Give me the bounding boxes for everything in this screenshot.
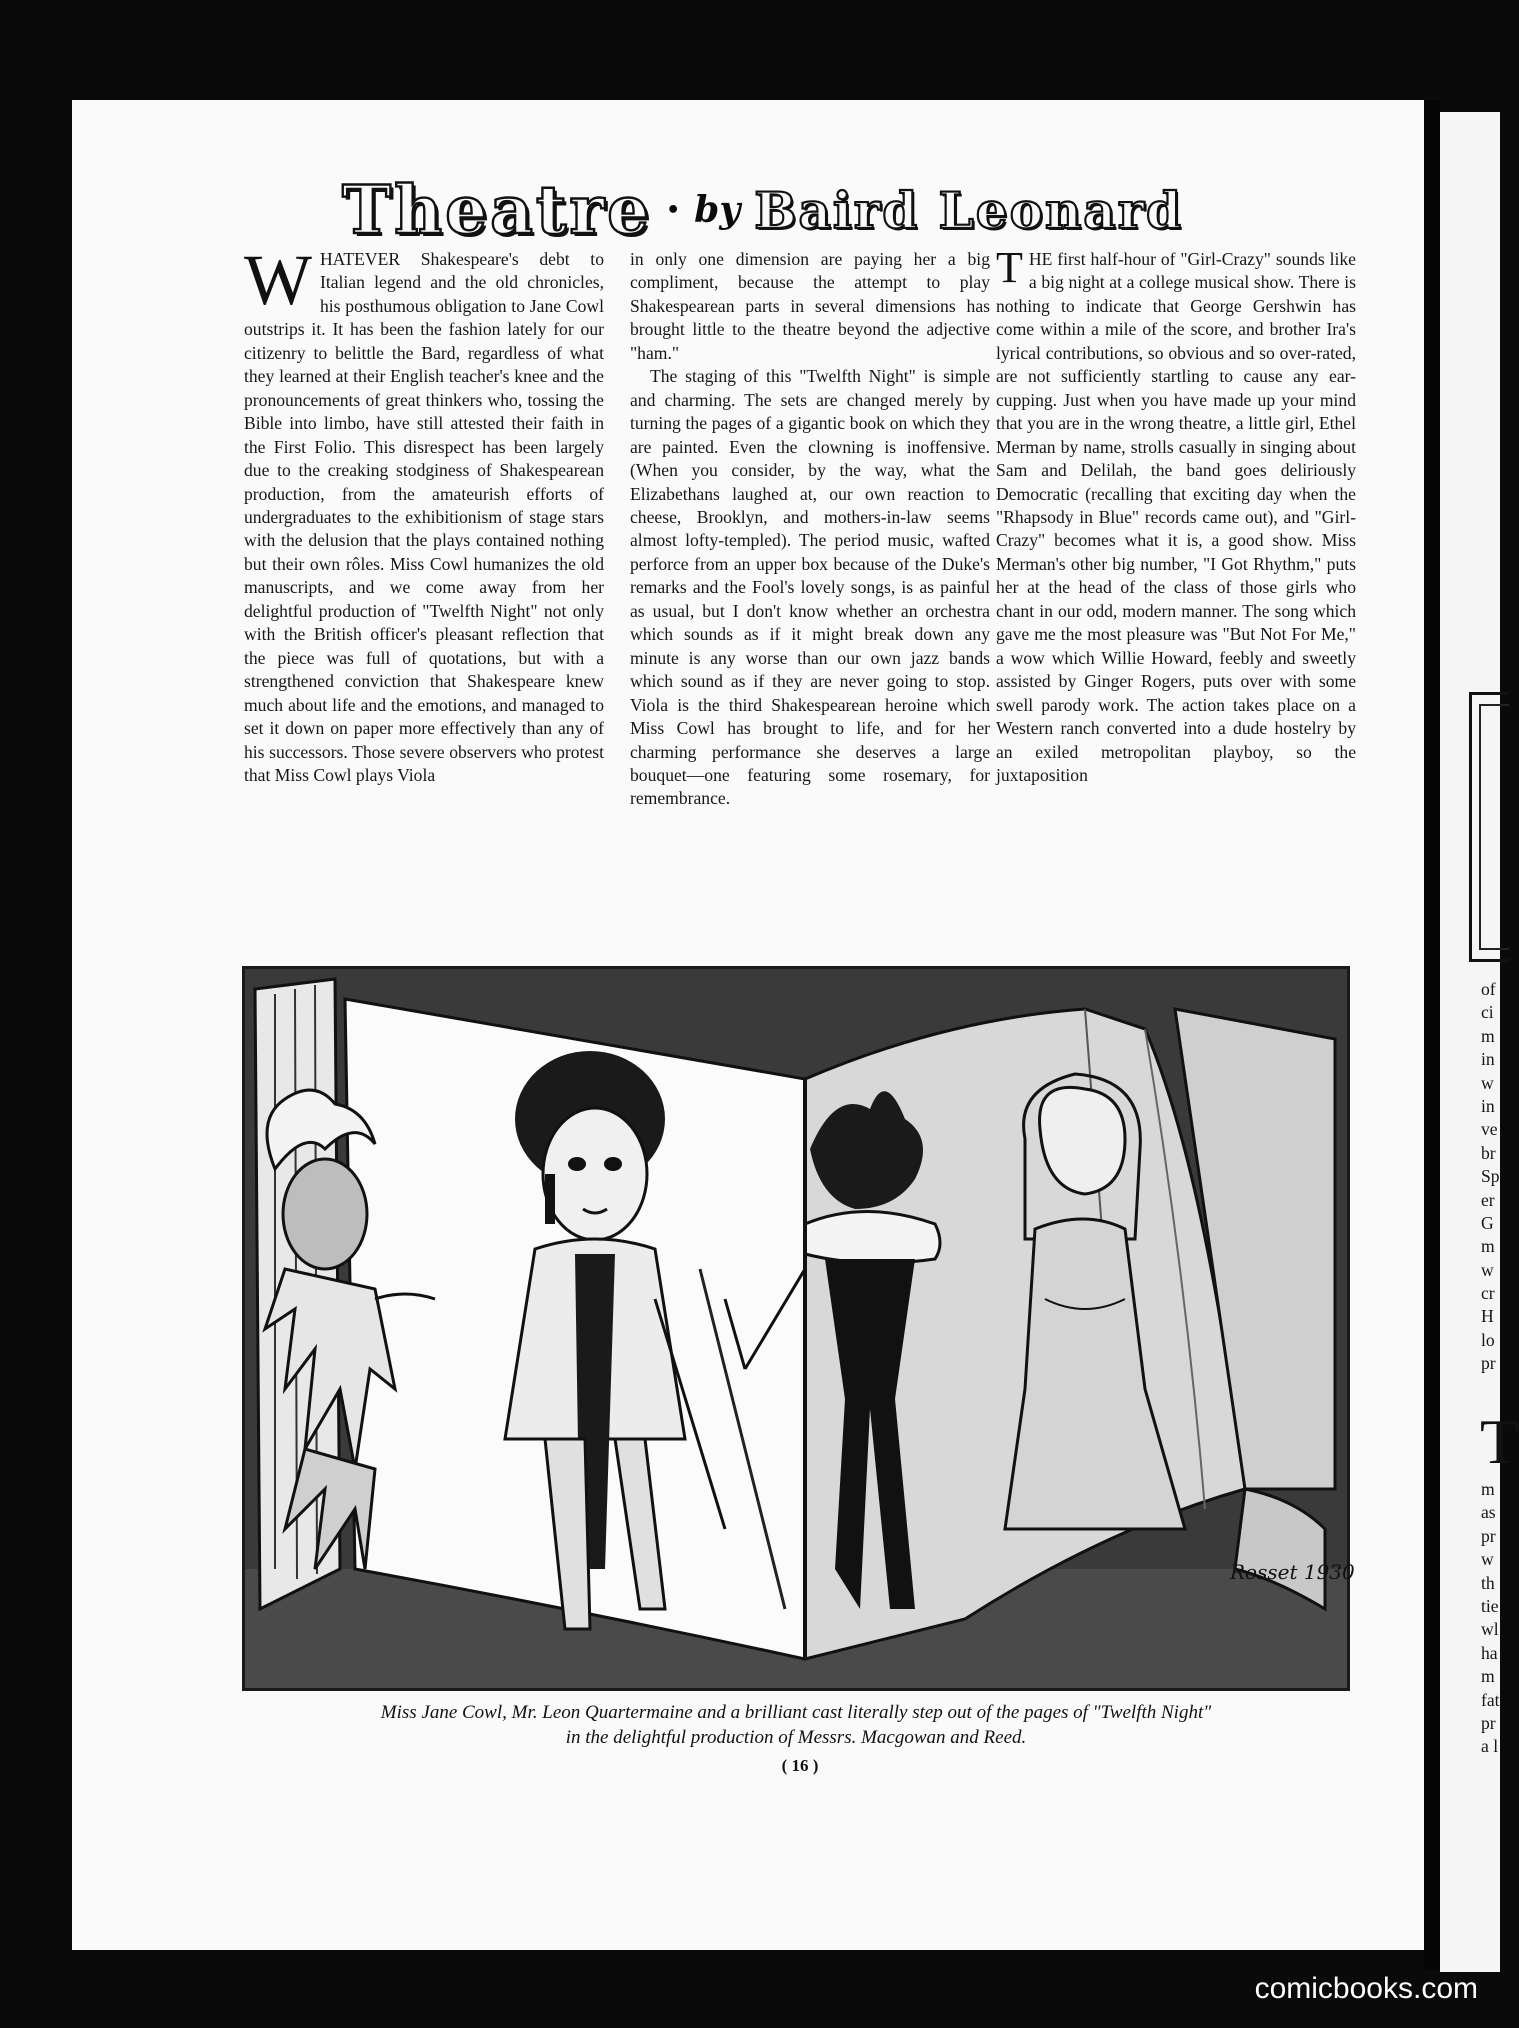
facing-page-text-top bbox=[1481, 978, 1511, 1376]
caption-line-1: Miss Jane Cowl, Mr. Leon Quartermaine and a brilliant cast literally step out of the pages of "Twelfth Night" bbox=[380, 1702, 1212, 1723]
facing-line: ha bbox=[1481, 1642, 1498, 1663]
facing-line: lo bbox=[1481, 1329, 1495, 1350]
facing-line: in bbox=[1481, 1095, 1495, 1116]
facing-line: fat bbox=[1481, 1689, 1500, 1710]
facing-line: as bbox=[1481, 1502, 1496, 1523]
facing-line: of bbox=[1481, 979, 1496, 999]
facing-line: m bbox=[1481, 1025, 1495, 1046]
facing-line: ve bbox=[1481, 1119, 1498, 1140]
text-column-1 bbox=[244, 240, 604, 952]
drop-cap-w: W bbox=[244, 240, 312, 320]
facing-line: tie bbox=[1481, 1595, 1499, 1616]
facing-line: cr bbox=[1481, 1283, 1495, 1304]
column-2-paragraph-2: The staging of this "Twelfth Night" is simple and charming. The sets are changed merely by turning the pages of a gigantic book on which they are painted. Even the clowning is inoffensive. (When you consider, by the way, what the Elizabethans laughed at, our own reaction to cheese, Brooklyn, and mothers-in-law seems almost lofty-templed). The period music, wafted perforce from an upper box because of the Duke's remarks and the Fool's lovely songs, is as painful as usual, but I don't know whether an orchestra which sounds as if it might break down any minute is any worse than our own jazz bands which sound as if they are never going to stop. Viola is the third Shakespearean heroine which Miss Cowl has brought to life, and for her charming performance she deserves a large bouquet—one featuring some rosemary, for remembrance. bbox=[630, 366, 990, 809]
column-2-paragraph-1: in only one dimension are paying her a big compliment, because the attempt to play Shakespearean parts in several dimensions has brought little to the theatre beyond the adjective "ham." bbox=[630, 249, 990, 363]
facing-line: wl bbox=[1481, 1619, 1499, 1640]
facing-line: th bbox=[1481, 1572, 1495, 1593]
facing-line: pr bbox=[1481, 1525, 1496, 1546]
text-column-2 bbox=[630, 248, 990, 952]
page-number: ( 16 ) bbox=[781, 1756, 819, 1775]
twelfth-night-illustration bbox=[242, 966, 1355, 1691]
facing-line: H bbox=[1481, 1306, 1494, 1327]
facing-line: w bbox=[1481, 1259, 1494, 1280]
artist-signature: Rosset 1930 bbox=[1230, 1560, 1355, 1584]
column-3-text: HE first half-hour of "Girl-Crazy" sounds like a big night at a college musical show. There is nothing to indicate that George Gershwin has come within a mile of the score, and brother Ira's lyrical contributions, so obvious and so over-rated, are not sufficiently startling to cause any ear-cupping. Just when you have made up your mind that you are in the wrong theatre, a little girl, Ethel Merman by name, strolls casually in singing about Sam and Delilah, the band goes deliriously Democratic (recalling that exciting day when the "Rhapsody in Blue" records came out), and "Girl-Crazy" becomes what it is, a good show. Miss Merman's other big number, "I Got Rhythm," puts her at the head of the class of those girls who chant in our odd, modern manner. The song which gave me the most pleasure was "But Not For Me," a wow which Willie Howard, feebly and sweetly assisted by Ginger Rogers, puts over with some swell parody work. The action takes place on a Western ranch converted into a dude hostelry by an exiled metropolitan playboy, so the juxtaposition bbox=[996, 249, 1356, 785]
text-column-3 bbox=[996, 243, 1356, 952]
illustration-drawing bbox=[245, 969, 1355, 1688]
facing-line: er bbox=[1481, 1189, 1495, 1210]
facing-page-dropcap: T bbox=[1480, 1406, 1519, 1477]
facing-line: m bbox=[1481, 1236, 1495, 1257]
column-1-text: HATEVER Shakespeare's debt to Italian legend and the old chronicles, his posthumous obligation to Jane Cowl outstrips it. It has been the fashion lately for our citizenry to belittle the Bard, regardless of what they learned at their English teacher's knee and the pronouncements of great thinkers who, tossing the Bible into limbo, have still attested their faith in the First Folio. This disrespect has been largely due to the creaking stodginess of Shakespearean production, from the amateurish efforts of undergraduates to the exhibitionism of stage stars with the delusion that the plays contained nothing but their own rôles. Miss Cowl humanizes the old manuscripts, and we come away from her delightful production of "Twelfth Night" not only with the British officer's pleasant reflection that the piece was full of quotations, but with a strengthened conviction that Shakespeare knew much about life and the emotions, and managed to set it down on paper more effectively than any of his successors. Those severe observers who protest that Miss Cowl plays Viola bbox=[244, 249, 604, 785]
facing-line: w bbox=[1481, 1072, 1494, 1093]
facing-line: ci bbox=[1481, 1002, 1494, 1023]
illustration-caption bbox=[242, 1700, 1350, 1750]
facing-line: a l bbox=[1481, 1736, 1499, 1757]
site-watermark: comicbooks.com bbox=[1254, 1972, 1478, 2005]
headline-author: Baird Leonard bbox=[754, 180, 1183, 240]
column-3-paragraph bbox=[996, 243, 1356, 787]
headline-separator: • bbox=[666, 197, 681, 223]
facing-line: w bbox=[1481, 1549, 1494, 1570]
facing-line: pr bbox=[1481, 1353, 1496, 1374]
facing-line: br bbox=[1481, 1142, 1496, 1163]
facing-line: m bbox=[1481, 1479, 1495, 1499]
article-headline bbox=[190, 171, 1335, 249]
facing-page-text-bottom bbox=[1481, 1478, 1511, 1759]
facing-line: in bbox=[1481, 1049, 1495, 1070]
headline-title: Theatre bbox=[342, 171, 653, 249]
page-gutter bbox=[1424, 100, 1440, 1970]
facing-line: m bbox=[1481, 1666, 1495, 1687]
facing-page-box-inner bbox=[1479, 704, 1509, 950]
facing-line: Sp bbox=[1481, 1166, 1500, 1187]
column-1-paragraph bbox=[244, 240, 604, 787]
facing-line: G bbox=[1481, 1212, 1494, 1233]
headline-by: by bbox=[694, 189, 741, 231]
caption-line-2: in the delightful production of Messrs. Macgowan and Reed. bbox=[565, 1727, 1027, 1748]
drop-cap-t: T bbox=[996, 243, 1023, 292]
facing-line: pr bbox=[1481, 1712, 1496, 1733]
